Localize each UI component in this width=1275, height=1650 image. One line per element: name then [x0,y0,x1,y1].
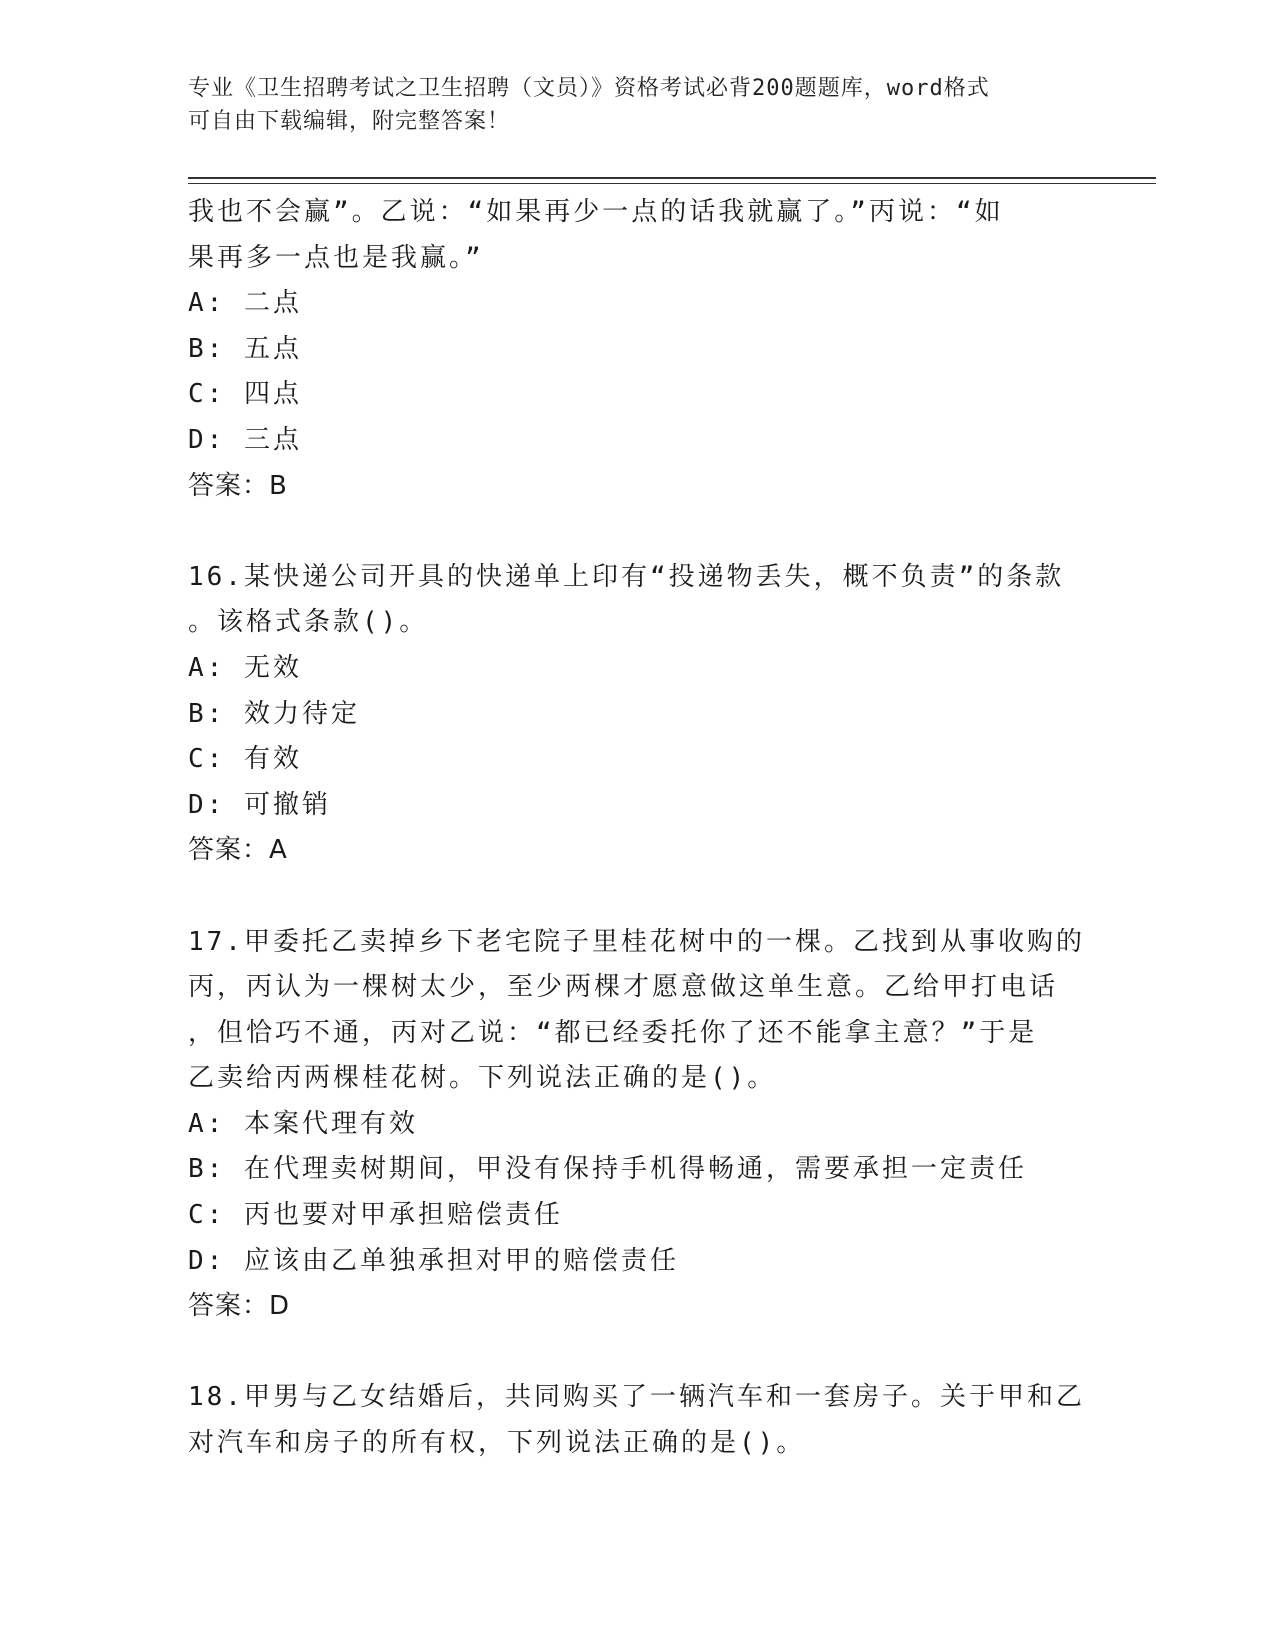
question-text-line: 。该格式条款()。 [188,607,429,638]
spacer [188,1330,1088,1376]
question-18 [188,1375,1088,1466]
header-divider-thick [188,177,1156,179]
header-title-line-2: 可自由下载编辑，附完整答案！ [188,109,511,134]
answer-label: 答案：B [188,470,288,501]
spacer [188,509,1088,555]
header-divider-thin [188,183,1156,184]
question-content [188,190,1088,1467]
question-text-line: 17.甲委托乙卖掉乡下老宅院子里桂花树中的一棵。乙找到从事收购的 [188,926,1085,957]
question-text-line: 16.某快递公司开具的快递单上印有“投递物丢失，概不负责”的条款 [188,561,1065,592]
option-d: D: 可撤销 [188,789,331,820]
option-d: D: 三点 [188,424,302,455]
question-text-line: 对汽车和房子的所有权，下列说法正确的是()。 [188,1428,806,1459]
answer-label: 答案：A [188,835,288,866]
option-b: B: 五点 [188,333,302,364]
question-16 [188,555,1088,874]
question-text-line: 丙，丙认为一棵树太少，至少两棵才愿意做这单生意。乙给甲打电话 [188,972,1059,1003]
option-c: C: 有效 [188,744,302,775]
answer-label: 答案：D [188,1291,291,1322]
option-b: B: 在代理卖树期间，甲没有保持手机得畅通，需要承担一定责任 [188,1154,1027,1185]
option-d: D: 应该由乙单独承担对甲的赔偿责任 [188,1245,679,1276]
option-a: A: 无效 [188,652,302,683]
option-c: C: 丙也要对甲承担赔偿责任 [188,1200,563,1231]
question-text-line: ，但恰巧不通，丙对乙说：“都已经委托你了还不能拿主意？”于是 [188,1017,1038,1048]
spacer [188,874,1088,920]
question-text-line: 我也不会赢”。乙说：“如果再少一点的话我就赢了。”丙说：“如 [188,197,1004,227]
option-a: A: 二点 [188,288,302,319]
option-a: A: 本案代理有效 [188,1108,418,1139]
header-title-line-1: 专业《卫生招聘考试之卫生招聘（文员）》资格考试必背200题题库，word格式 [188,76,990,101]
question-17 [188,920,1088,1330]
question-text-line: 18.甲男与乙女结婚后，共同购买了一辆汽车和一套房子。关于甲和乙 [188,1382,1085,1413]
option-c: C: 四点 [188,379,302,410]
option-b: B: 效力待定 [188,698,360,729]
page-header [188,72,1068,138]
question-15-continued [188,190,1088,509]
question-text-line: 果再多一点也是我赢。” [188,242,484,273]
question-text-line: 乙卖给丙两棵桂花树。下列说法正确的是()。 [188,1063,777,1094]
